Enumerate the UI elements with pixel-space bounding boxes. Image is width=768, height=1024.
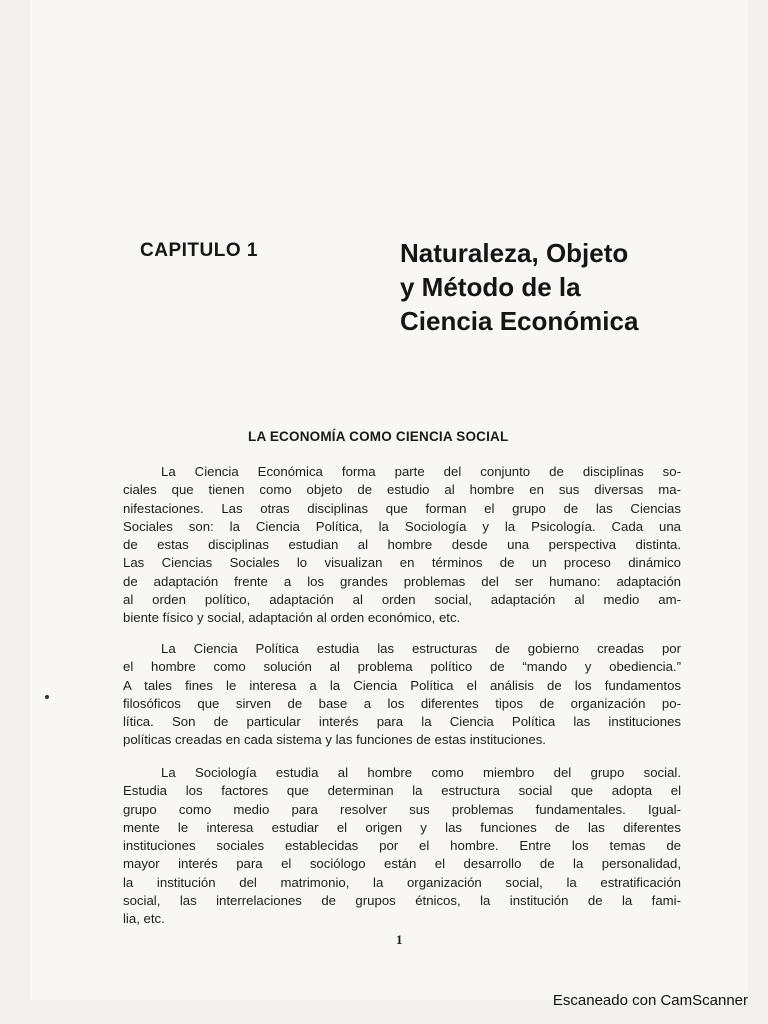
chapter-label: CAPITULO 1 bbox=[140, 240, 258, 261]
paragraph-1 bbox=[123, 463, 681, 628]
text-line: lítica. Son de particular interés para la Ciencia Política las instituciones bbox=[123, 714, 681, 730]
text-line: La Ciencia Económica forma parte del conjunto de disciplinas so- bbox=[161, 464, 681, 479]
text-line: al orden político, adaptación al orden social, adaptación al medio am- bbox=[123, 592, 681, 608]
text-line: de adaptación frente a los grandes problemas del ser humano: adaptación bbox=[123, 573, 681, 589]
text-line: Sociales son: la Ciencia Política, la Sociología y la Psicología. Cada una bbox=[123, 518, 681, 534]
text-line: social, las interrelaciones de grupos étnicos, la institución de la fami- bbox=[123, 893, 681, 909]
text-line: Estudia los factores que determinan la estructura social que adopta el bbox=[123, 783, 681, 799]
text-line: biente físico y social, adaptación al orden económico, etc. bbox=[123, 610, 461, 626]
text-line: mente le interesa estudiar el origen y las funciones de las diferentes bbox=[123, 819, 681, 835]
chapter-title-line: y Método de la bbox=[400, 272, 581, 302]
text-line: filosóficos que sirven de base a los diferentes tipos de organización po- bbox=[123, 695, 681, 711]
text-line: la institución del matrimonio, la organización social, la estratificación bbox=[123, 874, 681, 890]
text-line: A tales fines le interesa a la Ciencia Política el análisis de los fundamentos bbox=[123, 677, 681, 693]
text-line: grupo como medio para resolver sus problemas fundamentales. Igual- bbox=[123, 801, 681, 817]
chapter-title-line: Naturaleza, Objeto bbox=[400, 238, 629, 268]
text-line: La Sociología estudia al hombre como miembro del grupo social. bbox=[161, 765, 681, 780]
paragraph-2 bbox=[123, 640, 681, 750]
text-line: ciales que tienen como objeto de estudio al hombre en sus diversas ma- bbox=[123, 482, 681, 498]
text-line: mayor interés para el sociólogo están el desarrollo de la personalidad, bbox=[123, 856, 681, 872]
text-line: La Ciencia Política estudia las estructuras de gobierno creadas por bbox=[161, 641, 681, 656]
camscanner-watermark: Escaneado con CamScanner bbox=[552, 992, 748, 1009]
section-heading: LA ECONOMÍA COMO CIENCIA SOCIAL bbox=[248, 429, 509, 444]
text-line: lia, etc. bbox=[123, 911, 165, 927]
text-line: el hombre como solución al problema político de “mando y obediencia.” bbox=[123, 659, 681, 675]
text-line: de estas disciplinas estudian al hombre desde una perspectiva distinta. bbox=[123, 537, 681, 553]
text-line: Las Ciencias Sociales lo visualizan en términos de un proceso dinámico bbox=[123, 555, 681, 571]
scan-dot-mark bbox=[45, 695, 49, 699]
text-line: instituciones sociales establecidas por el hombre. Entre los temas de bbox=[123, 838, 681, 854]
chapter-title-line: Ciencia Económica bbox=[400, 306, 639, 336]
text-line: políticas creadas en cada sistema y las funciones de estas instituciones. bbox=[123, 732, 546, 748]
chapter-title bbox=[400, 236, 700, 338]
text-line: nifestaciones. Las otras disciplinas que forman el grupo de las Ciencias bbox=[123, 500, 681, 516]
paragraph-3 bbox=[123, 764, 681, 929]
page-number: 1 bbox=[396, 932, 403, 947]
